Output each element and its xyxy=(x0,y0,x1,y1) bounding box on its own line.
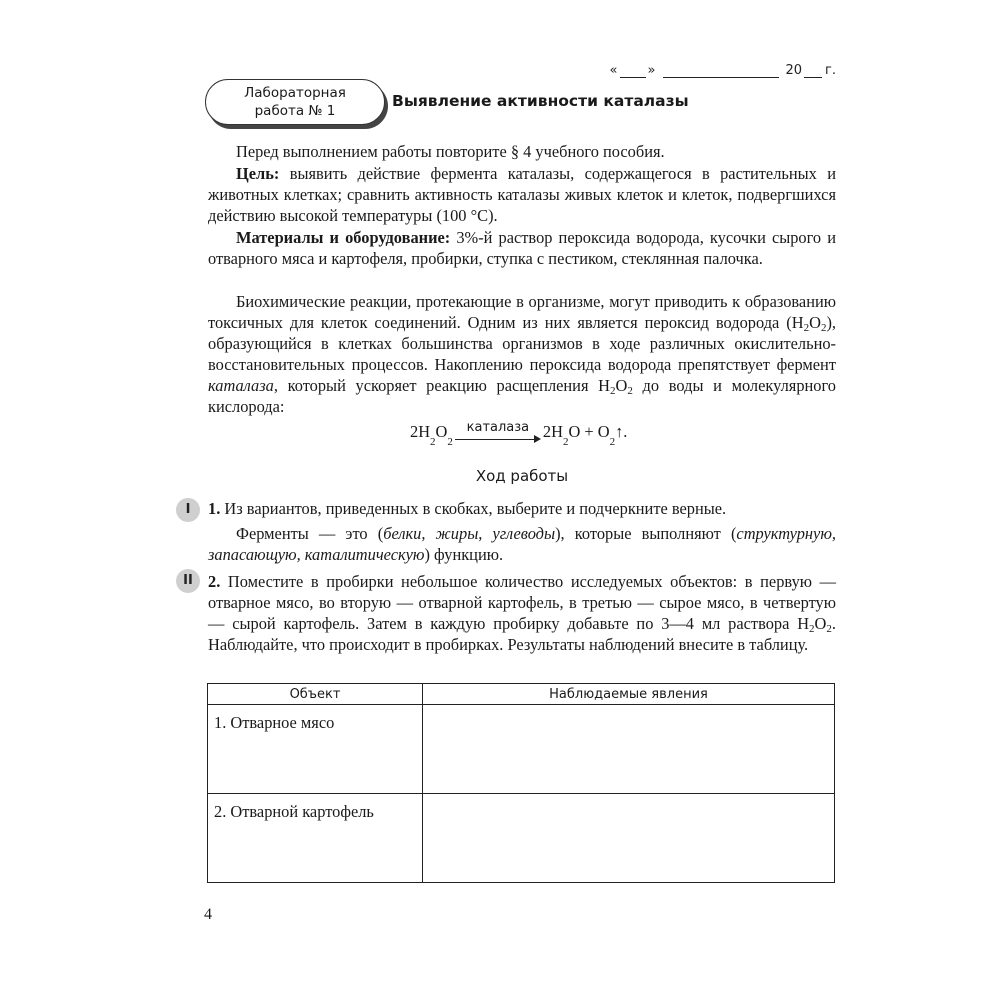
bio-text-6: до воды и молекулярного кислорода: xyxy=(208,376,836,416)
eq-right-mid: O + O xyxy=(568,422,610,441)
task1-line2-start: Ферменты — это ( xyxy=(236,524,384,543)
bio-enzyme: каталаза xyxy=(208,376,274,395)
observation-table xyxy=(207,683,835,883)
intro-paragraph xyxy=(208,141,836,162)
progress-heading: Ход работы xyxy=(475,467,569,485)
lab-badge-line2: работа № 1 xyxy=(254,103,336,119)
column-header-object: Объект xyxy=(208,684,423,705)
materials-label: Материалы и оборудование: xyxy=(236,228,451,247)
table-header-row xyxy=(208,684,835,705)
bio-sub-1: 2 xyxy=(803,322,810,334)
intro-text: Перед выполнением работы повторите § 4 учебного пособия. xyxy=(236,142,665,161)
lab-work-badge xyxy=(205,79,385,125)
eq-right-end: ↑. xyxy=(615,422,628,441)
lab-badge-line1: Лабораторная xyxy=(244,85,346,101)
task1-number: 1. xyxy=(208,499,221,518)
arrow-head-icon xyxy=(534,435,541,443)
date-quote-open: « xyxy=(609,63,618,78)
arrow-line xyxy=(455,439,535,440)
level-badge-2: II xyxy=(176,569,200,593)
row-object-cell: 2. Отварной картофель xyxy=(208,794,423,883)
table-row xyxy=(208,705,835,794)
reaction-arrow xyxy=(455,420,541,442)
biochem-paragraph xyxy=(208,291,836,417)
level-badge-1: I xyxy=(176,498,200,522)
goal-text: выявить действие фермента каталазы, содержащегося в растительных и животных клетках; сравнить активность каталазы живых клеток и клеток, подвергшихся действию высокой температуры (100 °С). xyxy=(208,164,836,225)
task2-text-2: O xyxy=(814,614,827,633)
materials-paragraph xyxy=(208,227,836,269)
year-prefix: 20 xyxy=(785,63,803,78)
eq-left: 2H xyxy=(410,422,431,441)
lab-title: Выявление активности каталазы xyxy=(392,92,689,110)
page-number: 4 xyxy=(204,906,212,923)
row-object-cell: 1. Отварное мясо xyxy=(208,705,423,794)
catalase-equation: 2H 2 O 2 каталаза 2H 2 O + O 2 ↑. xyxy=(410,420,628,448)
year-blank[interactable] xyxy=(804,65,822,78)
bio-text-1: Биохимические реакции, протекающие в организме, могут приводить к образованию токсичных для клеток соединений. Одним из них является пероксид водорода (H xyxy=(208,292,836,332)
task1-options-2[interactable]: структурную, запасающую, каталитическую xyxy=(208,524,836,564)
date-line xyxy=(600,63,836,78)
bio-text-5: O xyxy=(615,376,628,395)
task1-options-1[interactable]: белки, жиры, углеводы xyxy=(383,524,556,543)
bio-sub-3: 2 xyxy=(610,385,616,397)
task2-text-3: . Наблюдайте, что происходит в пробирках. Результаты наблюдений внесите в таблицу. xyxy=(208,614,836,654)
arrow-enzyme-label: каталаза xyxy=(466,420,530,435)
eq-left-o: O xyxy=(435,422,448,441)
date-quote-close: » xyxy=(647,63,656,78)
bio-sub-4: 2 xyxy=(627,385,633,397)
task2-sub-1: 2 xyxy=(809,623,815,635)
task1-text: Из вариантов, приведенных в скобках, выберите и подчеркните верные. xyxy=(220,499,727,518)
bio-sub-2: 2 xyxy=(820,322,827,334)
goal-paragraph xyxy=(208,163,836,226)
task-1 xyxy=(208,498,836,565)
year-suffix: г. xyxy=(825,63,836,78)
day-blank[interactable] xyxy=(620,65,646,78)
bio-text-3: ), образующийся в клетках большинства организмов в ходе различных окислительно-восстановительных процессов. Накоплению пероксида водорода препятствует фермент xyxy=(208,313,836,374)
month-blank[interactable] xyxy=(663,65,779,78)
task2-sub-2: 2 xyxy=(826,623,832,635)
task2-number: 2. xyxy=(208,572,221,591)
goal-label: Цель: xyxy=(236,164,280,183)
table-row xyxy=(208,794,835,883)
bio-text-2: O xyxy=(809,313,821,332)
task1-line2-mid: ), которые выполняют ( xyxy=(555,524,737,543)
bio-text-4: , который ускоряет реакцию расщепления H xyxy=(273,376,611,395)
column-header-observations: Наблюдаемые явления xyxy=(423,684,835,705)
materials-text: 3%-й раствор пероксида водорода, кусочки сырого и отварного мяса и картофеля, пробирки, ступка с пестиком, стеклянная палочка. xyxy=(208,228,836,268)
task-2 xyxy=(208,571,836,655)
row-observation-cell[interactable] xyxy=(423,794,835,883)
row-observation-cell[interactable] xyxy=(423,705,835,794)
task1-line2-end: ) функцию. xyxy=(424,545,504,564)
eq-right: 2H xyxy=(542,422,563,441)
task2-text-1: Поместите в пробирки небольшое количество исследуемых объектов: в первую — отварное мясо, во вторую — отварной картофель, в третью — сырое мясо, в четвертую — сырой картофель. Затем в каждую пробирку добавьте по 3—4 мл раствора H xyxy=(208,572,836,633)
